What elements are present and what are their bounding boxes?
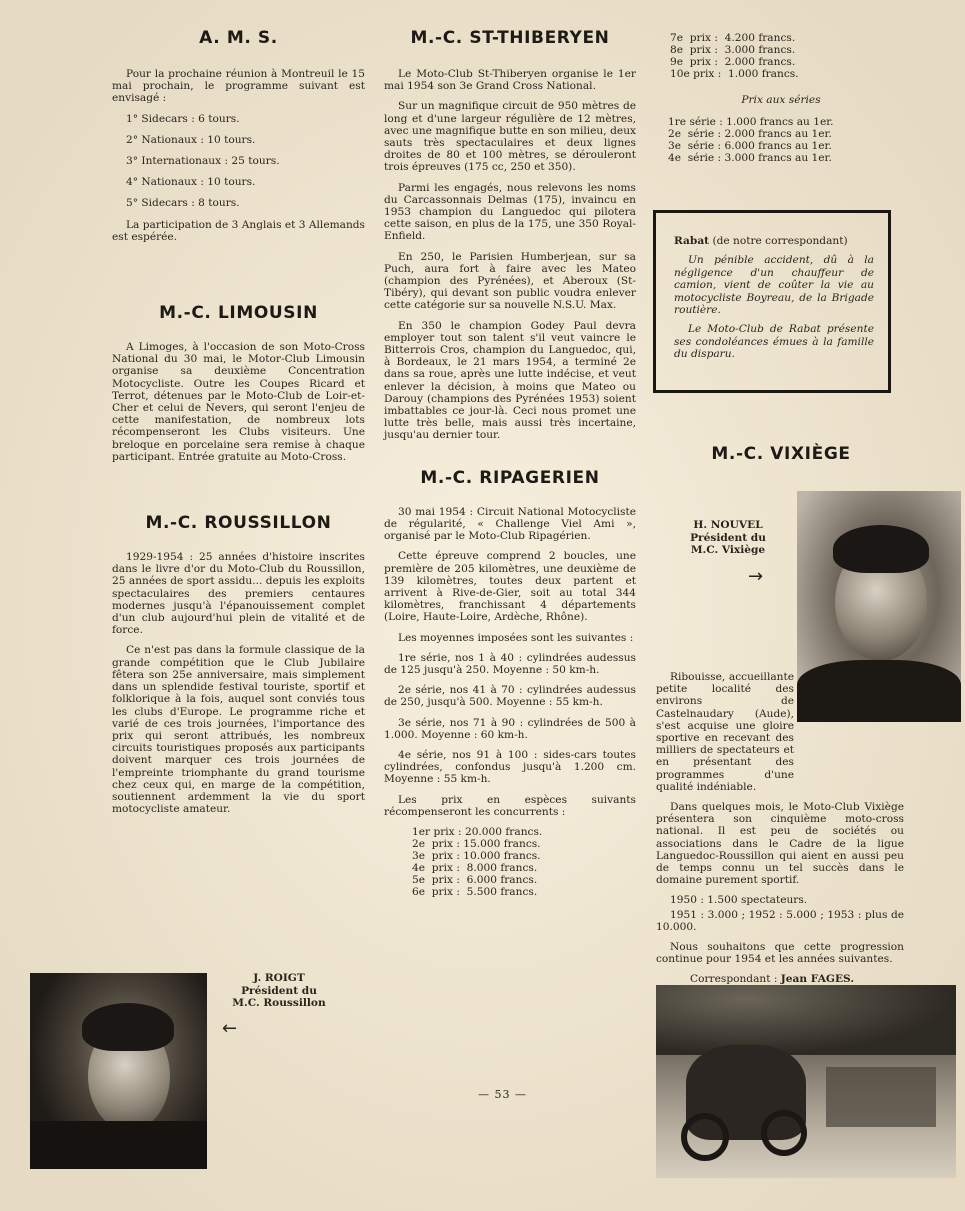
thiberyen-paragraph: En 350 le champion Godey Paul devra employer tout son talent s'il veut vaincre le Bitterrois Cros, champion du Languedoc, qui, à Bordeaux, le 21 mars 1954, a terminé 2e dans sa roue, après une lutte indécise, et veut enlever la décision, à moins que Mateo ou Darouy (champions des Pyrénées 1953) soient imbattables ce jour-là. Ceci nous promet une lutte très belle, mais aussi très incertaine, jusqu'au dernier tour. (384, 319, 636, 442)
roussillon-paragraph: Ce n'est pas dans la formule classique de la grande compétition que le Club Jubilaire fêtera son 25e anniversaire, mais simplement dans un splendide festival touriste, sportif et folklorique à la fois, auquel sont conviés tous les clubs d'Europe. Le programme riche et varié de ces trois journées, l'importance des prix qui seront attribués, les nombreux circuits touristiques proposés aux participants doivent marquer ces trois journées de l'empreinte triomphante du grand tourisme chez ceux qui, en marge de la compétition, soutiennent ardemment la vie du sport motocycliste amateur. (112, 644, 365, 816)
prize-row: 1er prix : 20.000 francs. (412, 825, 543, 838)
vixiege-text-wide (656, 801, 904, 994)
ams-item: 3° Internationaux : 25 tours. (126, 155, 280, 168)
caption-name: H. NOUVEL (693, 519, 763, 531)
caption-role: Président du (690, 531, 766, 544)
ams-item: 5° Sidecars : 8 tours. (126, 197, 240, 210)
prize-row: 7e prix : 4.200 francs. (670, 32, 796, 44)
right-arrow-icon: → (748, 566, 764, 587)
series-heading: Prix aux séries (741, 94, 821, 106)
thiberyen-paragraph: En 250, le Parisien Humberjean, sur sa Puch, aura fort à faire avec les Mateo (champion des Pyrénées), et Aberoux (St-Tibéry), qui devant son public voudra enlever cette catégorie sur sa nouvelle N.S.U. Max. (384, 250, 636, 312)
roussillon-paragraph: 1929-1954 : 25 années d'histoire inscrites dans le livre d'or du Moto-Club du Roussillon, 25 années de sport assidu... depuis les exploits spectaculaires des premiers centaures modernes jusqu'à l'épanouissement complet d'un club aujourd'hui plein de vitalité et de force. (112, 551, 365, 637)
series-row: 3e série : 6.000 francs au 1er. (668, 140, 832, 153)
rabat-city: Rabat (674, 235, 710, 247)
ams-title: A. M. S. (199, 28, 278, 48)
limousin-title: M.-C. LIMOUSIN (159, 303, 318, 324)
ripagerien-paragraph: Les moyennes imposées sont les suivantes : (398, 631, 634, 644)
prize-row: 8e prix : 3.000 francs. (670, 44, 796, 56)
rabat-paragraph: Le Moto-Club de Rabat présente ses condoléances émues à la famille du disparu. (674, 323, 874, 361)
ripagerien-paragraph: 30 mai 1954 : Circuit National Motocycliste de régularité, « Challenge Viel Ami », organisé par le Moto-Club Ripagérien. (384, 505, 636, 543)
ripagerien-title: M.-C. RIPAGERIEN (420, 467, 600, 488)
portrait-photo-roigt (30, 973, 207, 1169)
column-left (112, 28, 365, 823)
column-middle (384, 28, 636, 898)
prize-row: 5e prix : 6.000 francs. (412, 873, 538, 886)
ams-paragraph: Pour la prochaine réunion à Montreuil le 15 mai prochain, le programme suivant est envisagé : (112, 68, 365, 105)
thiberyen-paragraph: Le Moto-Club St-Thiberyen organise le 1er mai 1954 son 3e Grand Cross National. (384, 68, 636, 93)
caption-role: Président du (241, 984, 317, 997)
ams-program-list (112, 113, 365, 210)
ripagerien-series: 1re série, nos 1 à 40 : cylindrées audessus de 125 jusqu'à 250. Moyenne : 50 km-h. (384, 651, 636, 676)
vixiege-title: M.-C. VIXIÈGE (711, 444, 851, 464)
left-arrow-icon: ← (222, 1018, 238, 1039)
rabat-paragraph: Un pénible accident, dû à la négligence d'un chauffeur de camion, vient de coûter la vie au motocycliste Boyreau, de la Brigade routière. (674, 254, 874, 317)
ams-item: 1° Sidecars : 6 tours. (126, 112, 240, 125)
prize-row: 9e prix : 2.000 francs. (670, 56, 796, 68)
ripagerien-paragraph: Les prix en espèces suivants récompenseront les concurrents : (384, 793, 636, 818)
vixiege-paragraph: Dans quelques mois, le Moto-Club Vixiège présentera son cinquième moto-cross national. Il est peu de sociétés ou associations dans le Cadre de la ligue Languedoc-Roussillon qui aient en aussi peu de temps connu un tel succès dans le domaine purement sportif. (656, 801, 904, 887)
limousin-paragraph: A Limoges, à l'occasion de son Moto-Cross National du 30 mai, le Motor-Club Limousin organise sa deuxième Concentration Motocycliste. Outre les Coupes Ricard et Terrot, détenues par le Moto-Club de Loir-et-Cher et celui de Nevers, qui seront l'enjeu de cette manifestation, de nombreux lots récompenseront les Clubs visiteurs. Une breloque en porcelaine sera remise à chaque participant. Entrée gratuite au Moto-Cross. (112, 341, 365, 463)
ams-paragraph: La participation de 3 Anglais et 3 Allemands est espérée. (112, 218, 365, 243)
prize-row: 2e prix : 15.000 francs. (412, 837, 541, 850)
ripagerien-paragraph: Cette épreuve comprend 2 boucles, une première de 205 kilomètres, une deuxième de 139 kilomètres, toutes deux partent et arrivent à Rive-de-Gier, soit au total 344 kilomètres, franchissant 4 départements (Loire, Haute-Loire, Ardèche, Rhône). (384, 550, 636, 624)
motocross-race-photo (656, 985, 956, 1178)
vixiege-paragraph: Ribouisse, accueillante petite localité des environs de Castelnaudary (Aude), s'est acquise une gloire sportive en recevant des milliers de spectateurs et en présentant des programmes d'une qualité indéniable. (656, 671, 794, 793)
series-row: 2e série : 2.000 francs au 1er. (668, 128, 832, 141)
series-prize-list (668, 116, 906, 164)
rabat-heading (674, 235, 874, 247)
ams-item: 4° Nationaux : 10 tours. (126, 176, 256, 189)
prize-row: 4e prix : 8.000 francs. (412, 861, 538, 874)
ripagerien-series: 2e série, nos 41 à 70 : cylindrées audessus de 250, jusqu'à 500. Moyenne : 55 km-h. (384, 684, 636, 709)
rabat-notice-box (653, 210, 891, 393)
page-number: — 53 — (478, 1088, 527, 1101)
ripagerien-series: 4e série, nos 91 à 100 : sides-cars toutes cylindrées, confondus jusqu'à 1.200 cm. Moyenne : 55 km-h. (384, 748, 636, 786)
ripagerien-series: 3e série, nos 71 à 90 : cylindrées de 500 à 1.000. Moyenne : 60 km-h. (384, 716, 636, 741)
rabat-correspondent: (de notre correspondant) (709, 235, 848, 247)
prize-list (412, 826, 636, 898)
prize-row: 10e prix : 1.000 francs. (670, 68, 799, 80)
vixiege-stat: 1950 : 1.500 spectateurs. (670, 894, 808, 907)
correspondent-name: Jean FAGES. (780, 973, 855, 986)
thiberyen-paragraph: Parmi les engagés, nous relevons les noms du Carcassonnais Delmas (175), invaincu en 1953 champion du Languedoc qui pilotera cette saison, en plus de la 175, une 350 Royal-Enfield. (384, 181, 636, 243)
correspondent-label: Correspondant : (690, 973, 781, 986)
caption-name: J. ROIGT (253, 972, 305, 984)
series-row: 1re série : 1.000 francs au 1er. (668, 116, 834, 129)
vixiege-paragraph: Nous souhaitons que cette progression continue pour 1954 et les années suivantes. (656, 941, 904, 966)
roussillon-title: M.-C. ROUSSILLON (145, 513, 332, 534)
vixiege-stat: 1951 : 3.000 ; 1952 : 5.000 ; 1953 : plus de 10.000. (656, 908, 904, 933)
ams-item: 2° Nationaux : 10 tours. (126, 133, 256, 146)
vixiege-caption (668, 519, 788, 557)
column-right (656, 32, 906, 164)
prize-row: 3e prix : 10.000 francs. (412, 849, 541, 862)
caption-club: M.C. Vixiège (690, 544, 766, 557)
vixiege-correspondent (656, 973, 904, 985)
roussillon-caption (214, 972, 344, 1010)
prize-row: 6e prix : 5.500 francs. (412, 885, 538, 898)
caption-club: M.C. Roussillon (232, 997, 326, 1010)
thiberyen-paragraph: Sur un magnifique circuit de 950 mètres de long et d'une largeur régulière de 12 mètres, avec une magnifique butte en son milieu, deux sauts très spectaculaires et deux lignes droites de 80 et 100 mètres, se dérouleront trois épreuves (175 cc, 250 et 350). (384, 100, 636, 174)
prize-list-continued (670, 32, 906, 80)
series-row: 4e série : 3.000 francs au 1er. (668, 152, 832, 165)
vixiege-text (656, 671, 904, 793)
thiberyen-title: M.-C. ST-THIBERYEN (410, 28, 610, 48)
